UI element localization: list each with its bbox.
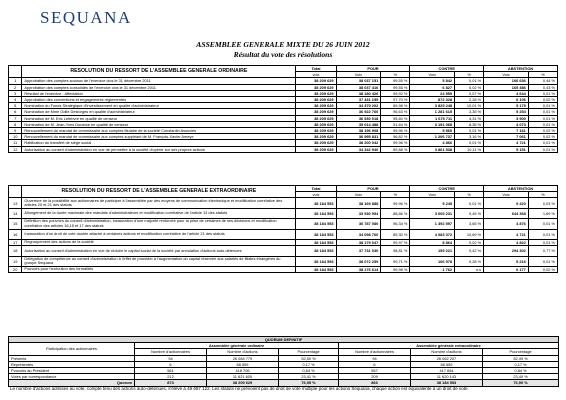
contre-percent: 0,07 %	[455, 90, 484, 96]
resolution-number: 16	[9, 229, 22, 239]
age-shareholders: 866	[339, 380, 411, 386]
pour-votes: 36 922 760	[336, 109, 381, 115]
abstention-percent: 0,01 %	[528, 109, 557, 115]
contre-percent: 4,31 %	[455, 115, 484, 121]
total-votes: 38 184 553	[296, 266, 336, 272]
total-votes: 38 209 629	[296, 78, 336, 84]
contre-votes: 5 560	[410, 128, 455, 134]
contre-percent: 0,42 %	[455, 246, 484, 256]
contre-votes: 8 864	[410, 239, 455, 245]
pour-votes: 34 379 202	[336, 103, 381, 109]
resolution-number: 7	[9, 115, 22, 121]
quorum-row-label: Représentés	[9, 361, 135, 367]
abstention-percent: 0,02 %	[528, 128, 557, 134]
resolution-label: Renouvellement du mandat de commissaire aux comptes titulaire de la société Constantin Associés	[22, 128, 296, 134]
abstention-votes: 4 721	[484, 140, 529, 146]
abstention-percent: 0,01 %	[528, 121, 557, 127]
resolution-label: Ratification du transfert de siège social	[22, 140, 296, 146]
total-votes: 38 209 629	[296, 90, 336, 96]
total-header: Total	[296, 66, 336, 72]
contre-percent: 2,28 %	[455, 97, 484, 103]
abstention-percent: 0,01 %	[528, 239, 557, 245]
resolution-number: 2	[9, 84, 22, 90]
pour-percent: 99,55 %	[381, 78, 410, 84]
resolution-number: 20	[9, 266, 22, 272]
resolution-number: 19	[9, 256, 22, 266]
contre-votes: 159 221	[410, 246, 455, 256]
ago-percent: 76,95 %	[279, 380, 339, 386]
pour-percent: 96,82 %	[381, 134, 410, 140]
resolution-label: Autorisation au conseil d'administration en vue de réduire le capital social de la société par annulation d'actions auto-détenues	[22, 246, 296, 256]
quorum-title: QUORUM DEFINITIF	[9, 337, 559, 343]
age-shareholders: 557	[339, 368, 411, 374]
abstention-percent: 0,01 %	[528, 219, 557, 229]
contre-percent: 10,69 %	[455, 229, 484, 239]
total-votes: 38 209 629	[296, 128, 336, 134]
abstention-percent: 0,02 %	[528, 266, 557, 272]
pour-votes: 38 037 151	[336, 78, 381, 84]
age-shares: 38 184 553	[411, 380, 483, 386]
abstention-votes: 6 177	[484, 266, 529, 272]
age-percent: 0,84 %	[483, 368, 559, 374]
abstention-votes: 166 636	[484, 78, 529, 84]
contre-percent: 9,45 %	[455, 208, 484, 218]
total-voix-header: voix	[296, 72, 336, 78]
abstention-percent: 0,01 %	[528, 140, 557, 146]
resolution-number: 17	[9, 239, 22, 245]
total-votes: 38 209 629	[296, 121, 336, 127]
contre-votes: 3 861 538	[410, 146, 455, 152]
company-logo: SEQUANA	[40, 8, 132, 27]
resolution-label: Approbation des comptes sociaux de l'exercice clos le 31 décembre 2011	[22, 78, 296, 84]
contre-percent: 3,65 %	[455, 219, 484, 229]
abstention-votes: 7 161	[484, 128, 529, 134]
age-shareholders: 209	[339, 374, 411, 380]
ago-shares: 11 621 605	[207, 374, 279, 380]
total-votes: 38 184 553	[296, 239, 336, 245]
abstention-votes: 644 368	[484, 208, 529, 218]
ago-percent: 23,41 %	[279, 374, 339, 380]
age-pct-header: Pourcentage	[483, 349, 559, 355]
ago-shares: 88 559	[207, 361, 279, 367]
quorum-table	[8, 336, 559, 387]
ago-pct-header: Pourcentage	[279, 349, 339, 355]
resolution-label: Approbation des comptes consolidés de l'exercice clos le 31 décembre 2011	[22, 84, 296, 90]
resolution-label: Instauration d'un droit de vote double attaché à certaines actions et modification corrélative de l'article 21 des statuts	[22, 229, 296, 239]
ago-header: Assemblée générale ordinaire	[135, 343, 339, 349]
resolution-row	[9, 198, 558, 208]
contre-pct-header: %	[455, 72, 484, 78]
contre-votes: 4 866	[410, 140, 455, 146]
participation-label: Participation des actionnaires	[9, 343, 135, 355]
contre-votes: 5 842	[410, 78, 455, 84]
ordinary-resolutions-table	[8, 65, 558, 153]
pour-pct-header: %	[381, 72, 410, 78]
resolution-label: Approbation des conventions et engagements réglementés	[22, 97, 296, 103]
contre-percent: 10,11 %	[455, 146, 484, 152]
total-votes: 38 184 553	[296, 208, 336, 218]
total-votes: 38 209 629	[296, 109, 336, 115]
pour-percent: 96,63 %	[381, 109, 410, 115]
age-nb-header: Nombre d'actionnaires	[339, 349, 411, 355]
pour-percent: 89,88 %	[381, 146, 410, 152]
total-votes: 38 209 629	[296, 84, 336, 90]
total-votes: 38 209 629	[296, 97, 336, 103]
abstention-header: ABSTENTION	[484, 66, 558, 72]
contre-percent: 0,01 %	[455, 128, 484, 134]
extraordinary-resolutions-table	[8, 185, 558, 273]
abstention-percent: 0,03 %	[528, 198, 557, 208]
resolution-label: Ouverture de la possibilité aux actionnaires de participer à l'assemblée par des moyens de communication électronique et modification corrélative des articles 20 et 21 des statuts	[22, 198, 296, 208]
contre-votes: 1 206 737	[410, 134, 455, 140]
resolution-number: 6	[9, 109, 22, 115]
pour-voix-header: Voix	[336, 72, 381, 78]
resolution-label: Renouvellement du mandat de commissaire aux comptes suppléant de M. François-Xavier Ameye	[22, 134, 296, 140]
age-actions-header: Nombre d'actions	[411, 349, 483, 355]
pour-percent: 95,60 %	[381, 115, 410, 121]
pour-percent: 97,70 %	[381, 97, 410, 103]
abstention-header: ABSTENTION	[484, 186, 558, 192]
ago-shareholders: 94	[135, 355, 207, 361]
pour-votes: 36 995 831	[336, 134, 381, 140]
contre-votes: 872 328	[410, 97, 455, 103]
abstention-votes: 4 721	[484, 229, 529, 239]
age-shares: 88 559	[411, 361, 483, 367]
age-shareholders: 6	[339, 361, 411, 367]
pour-votes: 37 331 195	[336, 97, 381, 103]
pour-votes: 38 200 042	[336, 140, 381, 146]
contre-voix-header: Voix	[410, 192, 455, 198]
contre-votes: 1 762	[410, 266, 455, 272]
pour-votes: 33 930 954	[336, 208, 381, 218]
total-votes: 38 184 553	[296, 246, 336, 256]
abstention-votes: 4 822	[484, 239, 529, 245]
total-header: Total	[296, 186, 336, 192]
resolution-number: 8	[9, 121, 22, 127]
ago-nb-header: Nombre d'actionnaires	[135, 349, 207, 355]
age-shares: 417 664	[411, 368, 483, 374]
abstention-percent: 0,02 %	[528, 134, 557, 140]
abstention-votes: 3 900	[484, 115, 529, 121]
total-votes: 38 184 553	[296, 256, 336, 266]
quorum-total-label: Quorum	[9, 380, 135, 386]
contre-votes: 3 609 231	[410, 208, 455, 218]
document-subtitle: Résultat du vote des résolutions	[233, 50, 333, 59]
ago-actions-header: Nombre d'actions	[207, 349, 279, 355]
resolution-label: Allongement de la durée maximale des mandats d'administrateurs et modification corrélative de l'article 13 des statuts	[22, 208, 296, 218]
pour-percent: 89,98 %	[381, 103, 410, 109]
resolution-label: Autorisation au conseil d'administration en vue de permettre à la société d'opérer sur ses propres actions	[22, 146, 296, 152]
ago-shareholders: 212	[135, 374, 207, 380]
contre-percent: 3,16 %	[455, 134, 484, 140]
contre-votes: 3 191 068	[410, 121, 455, 127]
abstention-votes: 4 876	[484, 219, 529, 229]
total-votes: 38 209 629	[296, 146, 336, 152]
resolution-label: Résultat de l'exercice - Affectation	[22, 90, 296, 96]
abstention-pct-header: %	[528, 72, 557, 78]
pour-percent: 99,96 %	[381, 198, 410, 208]
contre-pct-header: %	[455, 192, 484, 198]
pour-percent: 88,86 %	[381, 208, 410, 218]
age-percent: 23,40 %	[483, 374, 559, 380]
pour-votes: 36 530 018	[336, 115, 381, 121]
pour-votes: 38 196 908	[336, 128, 381, 134]
pour-percent: 99,92 %	[381, 90, 410, 96]
resolution-number: 18	[9, 246, 22, 256]
abstention-percent: 0,02 %	[528, 97, 557, 103]
contre-percent: 0,01 %	[455, 140, 484, 146]
total-votes: 38 209 629	[296, 115, 336, 121]
total-voix-header: voix	[296, 192, 336, 198]
abstention-votes: 7 061	[484, 134, 529, 140]
pour-percent: 99,98 %	[381, 140, 410, 146]
contre-percent: 3,35 %	[455, 109, 484, 115]
resolution-label: Regroupement des actions de la société	[22, 239, 296, 245]
pour-percent: 99,96 %	[381, 128, 410, 134]
age-percent: 76,90 %	[483, 380, 559, 386]
ago-shareholders: 561	[135, 368, 207, 374]
pour-percent: 91,64 %	[381, 121, 410, 127]
contre-percent: 8,35 %	[455, 121, 484, 127]
resolution-number: 1	[9, 78, 22, 84]
pour-votes: 38 180 426	[336, 90, 381, 96]
pour-percent: 99,97 %	[381, 239, 410, 245]
resolution-number: 15	[9, 219, 22, 229]
contre-votes: 5 245	[410, 198, 455, 208]
pour-percent: 99,71 %	[381, 256, 410, 266]
abstention-percent: 0,01 %	[528, 146, 557, 152]
resolution-number: 14	[9, 208, 22, 218]
age-percent: 0,17 %	[483, 361, 559, 367]
contre-voix-header: Voix	[410, 72, 455, 78]
pour-percent: 96,34 %	[381, 219, 410, 229]
contre-percent: 0,01 %	[455, 78, 484, 84]
resolution-number: 11	[9, 140, 22, 146]
abstention-voix-header: Voix	[484, 192, 529, 198]
pour-votes: 37 731 030	[336, 246, 381, 256]
pour-votes: 36 787 080	[336, 219, 381, 229]
contre-header: CONTRE	[410, 66, 484, 72]
contre-percent: n.s	[455, 266, 484, 272]
resolution-row	[9, 246, 558, 256]
resolution-row	[9, 256, 558, 266]
total-votes: 38 209 629	[296, 103, 336, 109]
contre-percent: 0,28 %	[455, 256, 484, 266]
footnote: Le nombre d'actions admises au vote, compte tenu des actions auto-détenues, s'élève à 49 657 122. Les statuts ne prévoient pas de droit de vote multiple pour les actions Sequana, chaque action est équivalente à un droit de vote.	[10, 386, 469, 391]
pour-votes: 34 098 760	[336, 229, 381, 239]
ago-shares: 26 084 779	[207, 355, 279, 361]
resolution-number: 10	[9, 134, 22, 140]
quorum-row-label: Pouvoirs au Président	[9, 368, 135, 374]
abstention-pct-header: %	[528, 192, 557, 198]
resolution-label: Délégation de compétence au conseil d'administration à l'effet de procéder à l'augmentation du capital réservée aux salariés de filiales étrangères du groupe Sequana	[22, 256, 296, 266]
pour-percent: 98,81 %	[381, 246, 410, 256]
total-votes: 38 184 553	[296, 219, 336, 229]
resolution-label: Nomination du Fonds Stratégique d'Investissement en qualité d'administrateur	[22, 103, 296, 109]
ago-shareholders: 873	[135, 380, 207, 386]
contre-votes: 1 392 597	[410, 219, 455, 229]
contre-votes: 6 827	[410, 84, 455, 90]
ago-percent: 52,50 %	[279, 355, 339, 361]
pour-votes: 38 179 047	[336, 239, 381, 245]
abstention-votes: 5 254	[484, 109, 529, 115]
age-shareholders: 94	[339, 355, 411, 361]
abstention-percent: 1,69 %	[528, 208, 557, 218]
resolution-number: 12	[9, 146, 22, 152]
quorum-row-label: Présents	[9, 355, 135, 361]
abstention-percent: 0,77 %	[528, 246, 557, 256]
abstention-percent: 0,44 %	[528, 78, 557, 84]
age-percent: 52,49 %	[483, 355, 559, 361]
contre-votes: 24 559	[410, 90, 455, 96]
abstention-percent: 0,01 %	[528, 229, 557, 239]
abstention-votes: 6 106	[484, 97, 529, 103]
abstention-votes: 5 216	[484, 256, 529, 266]
resolution-number: 4	[9, 97, 22, 103]
pour-pct-header: %	[381, 192, 410, 198]
contre-votes: 3 825 248	[410, 103, 455, 109]
pour-votes: 38 176 614	[336, 266, 381, 272]
pour-header: POUR	[336, 66, 410, 72]
resolution-row	[9, 146, 558, 152]
pour-percent: 99,98 %	[381, 266, 410, 272]
pour-votes: 38 072 259	[336, 256, 381, 266]
contre-votes: 1 281 615	[410, 109, 455, 115]
resolution-number: 5	[9, 103, 22, 109]
contre-votes: 4 083 072	[410, 229, 455, 239]
age-header: Assemblée générale extraordinaire	[339, 343, 559, 349]
pour-votes: 38 037 416	[336, 84, 381, 90]
abstention-percent: 0,43 %	[528, 84, 557, 90]
contre-votes: 106 978	[410, 256, 455, 266]
pour-votes: 34 342 940	[336, 146, 381, 152]
resolution-row	[9, 219, 558, 229]
ordinary-section-heading: RESOLUTION DU RESSORT DE L'ASSEMBLEE GENERALE ORDINAIRE	[22, 66, 296, 78]
abstention-votes: 165 386	[484, 84, 529, 90]
contre-percent: 0,02 %	[455, 239, 484, 245]
resolution-label: Nomination de Mme Odile Desforges en qualité d'administrateur	[22, 109, 296, 115]
pour-percent: 89,30 %	[381, 229, 410, 239]
pour-header: POUR	[336, 186, 410, 192]
resolution-row	[9, 229, 558, 239]
pour-votes: 35 014 488	[336, 121, 381, 127]
contre-percent: 0,01 %	[455, 198, 484, 208]
contre-votes: 1 675 711	[410, 115, 455, 121]
abstention-percent: 0,01 %	[528, 103, 557, 109]
abstention-votes: 9 420	[484, 198, 529, 208]
abstention-votes: 5 179	[484, 103, 529, 109]
resolution-label: Nomination de M. Eric Lefebvre en qualité de censeur	[22, 115, 296, 121]
resolution-number: 9	[9, 128, 22, 134]
pour-votes: 38 169 888	[336, 198, 381, 208]
age-shares: 26 062 207	[411, 355, 483, 361]
abstention-percent: 0,01 %	[528, 256, 557, 266]
abstention-votes: 4 644	[484, 90, 529, 96]
contre-percent: 10,01 %	[455, 103, 484, 109]
ago-percent: 0,17 %	[279, 361, 339, 367]
total-votes: 38 184 553	[296, 198, 336, 208]
contre-percent: 0,02 %	[455, 84, 484, 90]
abstention-votes: 4 073	[484, 121, 529, 127]
document-title: ASSEMBLEE GENERALE MIXTE DU 26 JUIN 2012	[196, 40, 370, 49]
resolution-number: 13	[9, 198, 22, 208]
ago-percent: 0,84 %	[279, 368, 339, 374]
resolution-label: Nomination de M. Jean-Yves Durance en qualité de censeur	[22, 121, 296, 127]
ago-shareholders: 6	[135, 361, 207, 367]
pour-percent: 99,55 %	[381, 84, 410, 90]
resolution-label: Pouvoirs pour l'exécution des formalités	[22, 266, 296, 272]
age-shares: 11 620 143	[411, 374, 483, 380]
ago-shares: 418 706	[207, 368, 279, 374]
resolution-label: Définition des pouvoirs du conseil d'administration, instauration d'une majorité renforcée pour la prise de certaines de ses décisions et modification corrélative des articles 16,15 et 17 des statuts	[22, 219, 296, 229]
total-votes: 38 209 629	[296, 140, 336, 146]
quorum-row-label: Votes par correspondance	[9, 374, 135, 380]
resolution-row	[9, 208, 558, 218]
abstention-votes: 294 302	[484, 246, 529, 256]
abstention-percent: 0,01 %	[528, 90, 557, 96]
pour-voix-header: Voix	[336, 192, 381, 198]
total-votes: 38 184 553	[296, 229, 336, 239]
contre-header: CONTRE	[410, 186, 484, 192]
resolution-number: 3	[9, 90, 22, 96]
resolution-row	[9, 266, 558, 272]
extraordinary-section-heading: RESOLUTION DU RESSORT DE L'ASSEMBLEE GENERALE EXTRAORDINAIRE	[22, 186, 296, 198]
total-votes: 38 209 629	[296, 134, 336, 140]
ago-shares: 38 209 629	[207, 380, 279, 386]
abstention-voix-header: Voix	[484, 72, 529, 78]
abstention-votes: 5 151	[484, 146, 529, 152]
abstention-percent: 0,01 %	[528, 115, 557, 121]
